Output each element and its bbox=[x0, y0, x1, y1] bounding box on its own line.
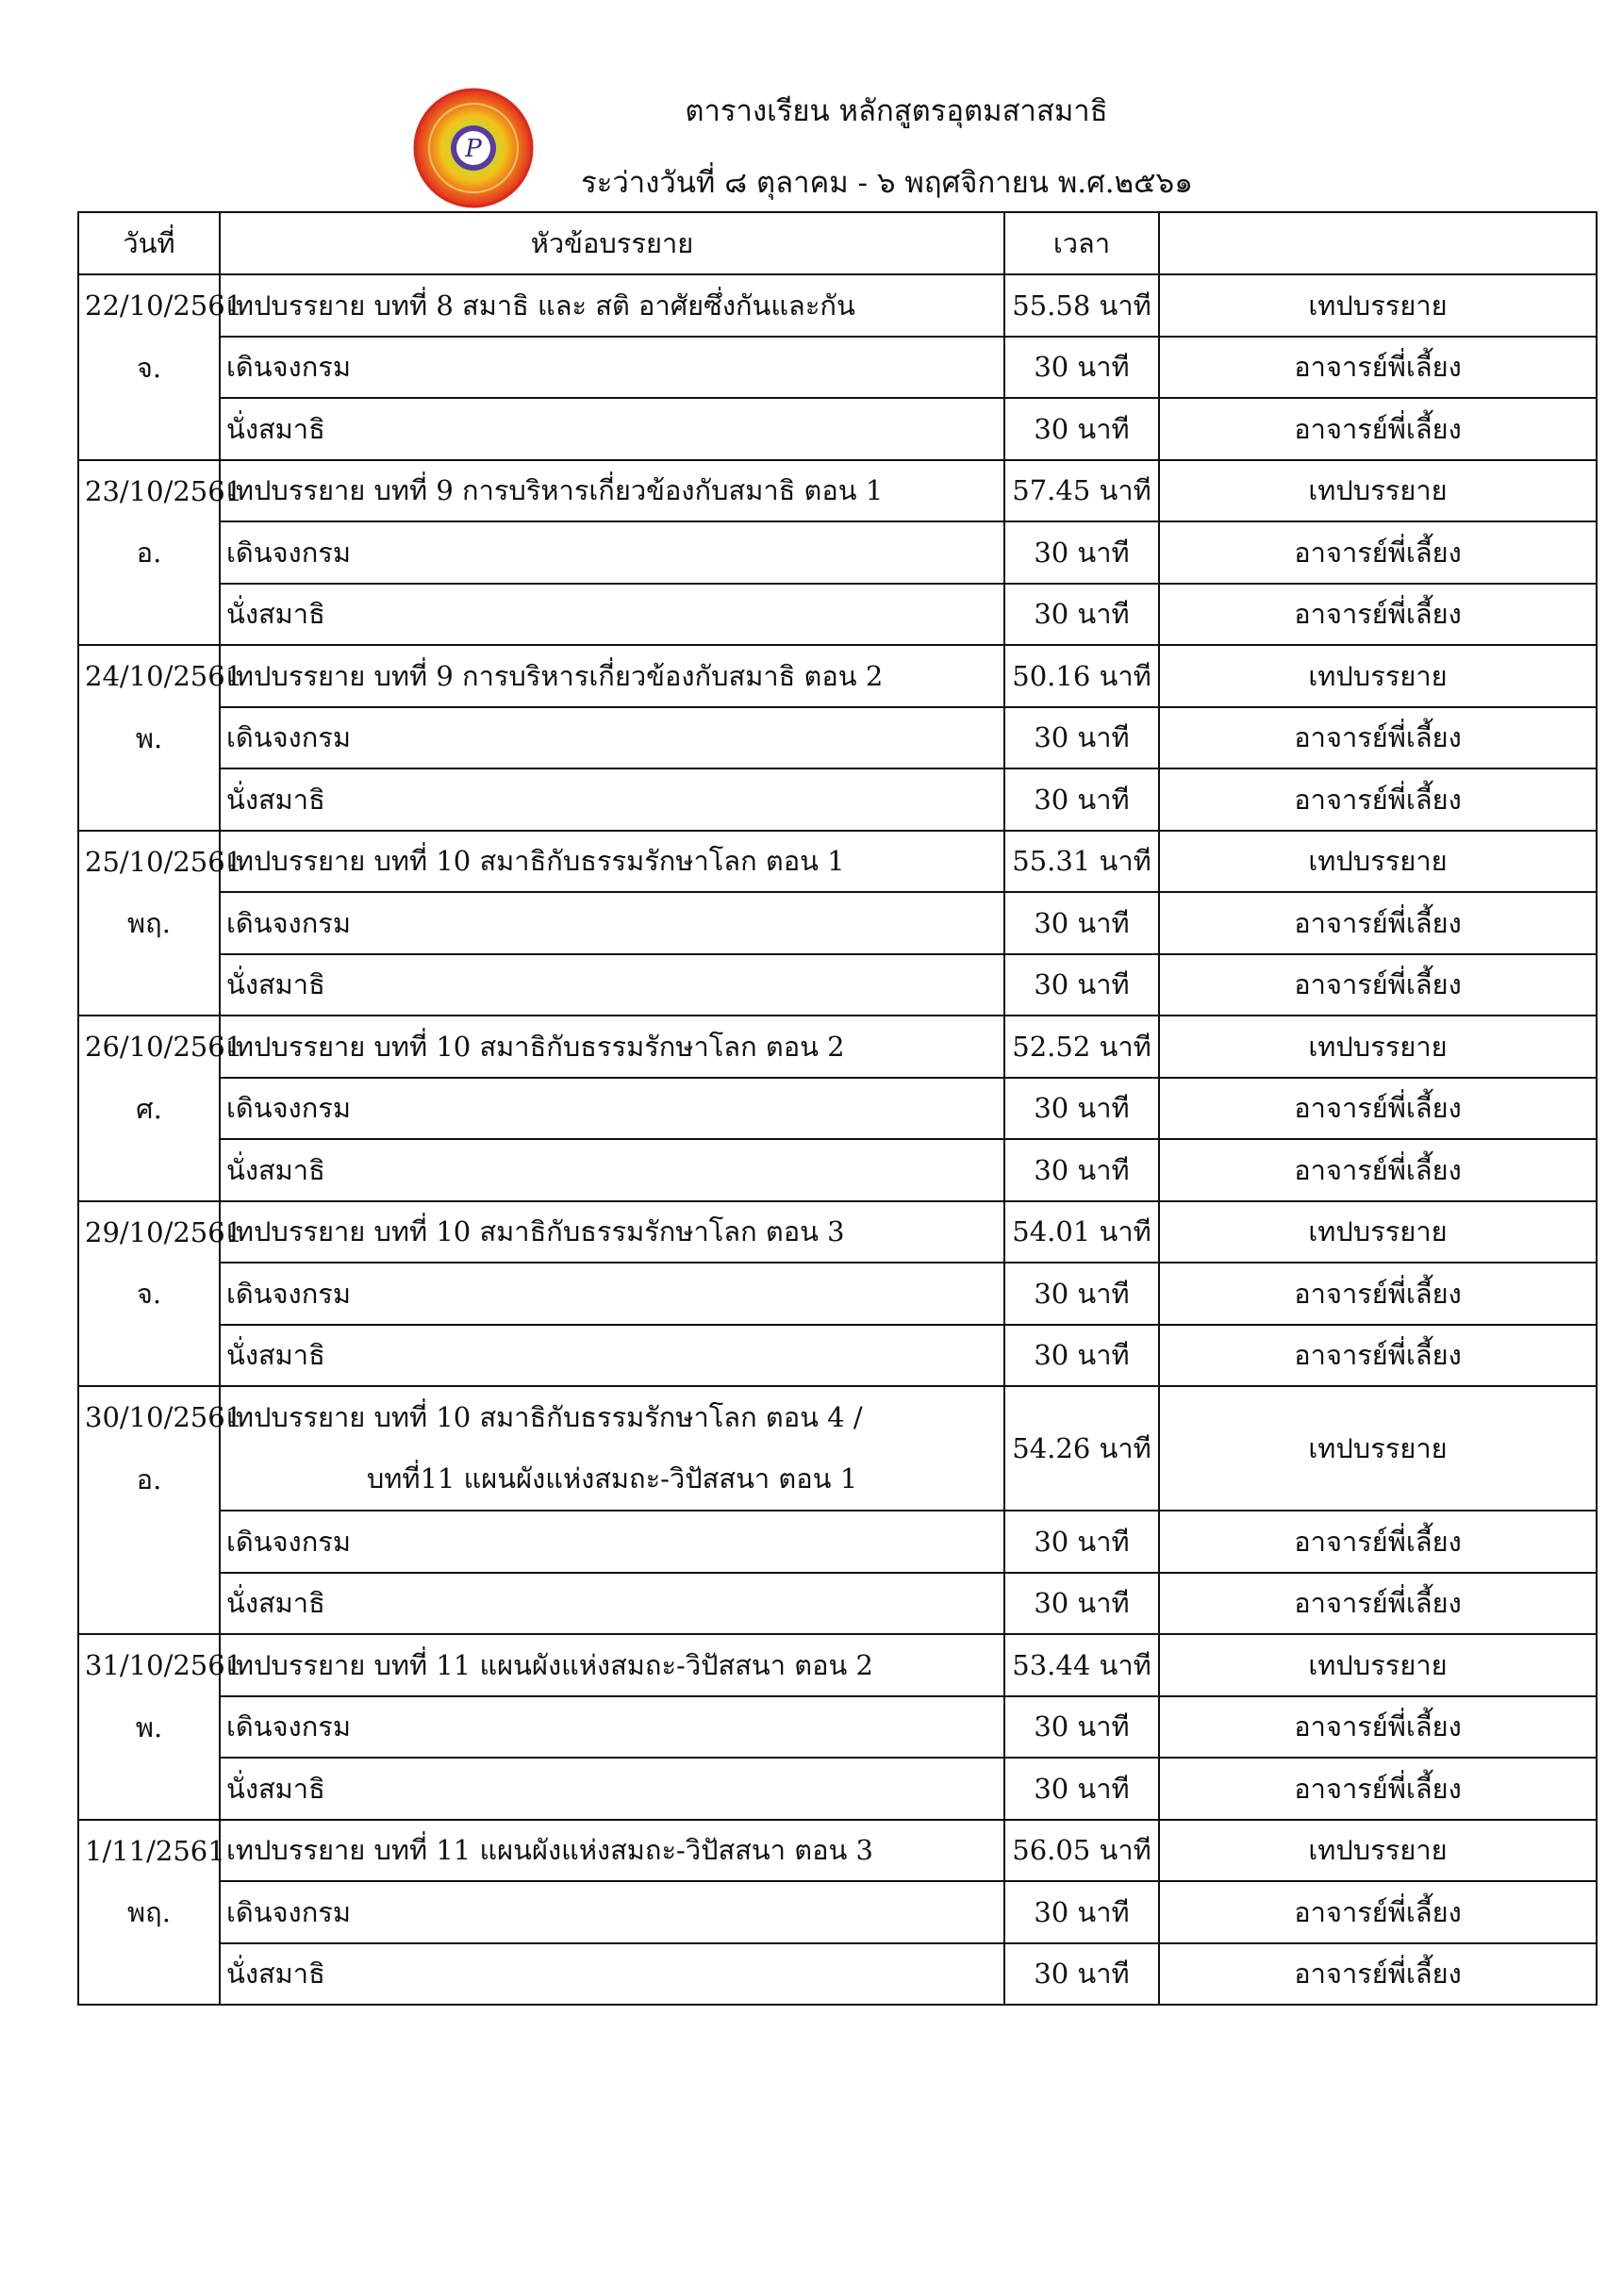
table-row bbox=[78, 337, 1597, 399]
type-cell: อาจารย์พี่เลี้ยง bbox=[1159, 707, 1597, 769]
table-row bbox=[78, 1139, 1597, 1201]
type-cell: อาจารย์พี่เลี้ยง bbox=[1159, 337, 1597, 399]
weekday-value: พ. bbox=[135, 721, 163, 754]
time-cell: 30 นาที bbox=[1004, 1078, 1159, 1140]
table-row bbox=[78, 274, 1597, 337]
type-cell: อาจารย์พี่เลี้ยง bbox=[1159, 1325, 1597, 1387]
col-header-date: วันที่ bbox=[78, 212, 220, 274]
topic-line-1: เทปบรรยาย บทที่ 10 สมาธิกับธรรมรักษาโลก ตอน 4 / bbox=[226, 1401, 863, 1433]
time-cell: 30 นาที bbox=[1004, 1511, 1159, 1573]
time-cell: 30 นาที bbox=[1004, 892, 1159, 954]
time-cell: 55.58 นาที bbox=[1004, 274, 1159, 337]
topic-cell: เทปบรรยาย บทที่ 9 การบริหารเกี่ยวข้องกับสมาธิ ตอน 2 bbox=[220, 645, 1004, 707]
page-title: ตารางเรียน หลักสูตรอุตมสาสมาธิ bbox=[685, 94, 1108, 128]
time-cell: 50.16 นาที bbox=[1004, 645, 1159, 707]
table-row bbox=[78, 892, 1597, 954]
date-value: 31/10/2561 bbox=[85, 1649, 243, 1681]
type-cell: อาจารย์พี่เลี้ยง bbox=[1159, 954, 1597, 1016]
topic-cell: นั่งสมาธิ bbox=[220, 584, 1004, 646]
time-cell: 52.52 นาที bbox=[1004, 1016, 1159, 1078]
time-cell: 53.44 นาที bbox=[1004, 1634, 1159, 1696]
topic-cell: นั่งสมาธิ bbox=[220, 398, 1004, 460]
table-row bbox=[78, 707, 1597, 769]
type-cell: อาจารย์พี่เลี้ยง bbox=[1159, 1573, 1597, 1635]
topic-cell: เทปบรรยาย บทที่ 9 การบริหารเกี่ยวข้องกับสมาธิ ตอน 1 bbox=[220, 460, 1004, 522]
date-value: 25/10/2561 bbox=[85, 845, 243, 878]
time-cell: 30 นาที bbox=[1004, 1573, 1159, 1635]
type-cell: เทปบรรยาย bbox=[1159, 1201, 1597, 1264]
type-cell: อาจารย์พี่เลี้ยง bbox=[1159, 1078, 1597, 1140]
topic-cell bbox=[220, 1386, 1004, 1511]
type-cell: เทปบรรยาย bbox=[1159, 1016, 1597, 1078]
topic-cell: เทปบรรยาย บทที่ 10 สมาธิกับธรรมรักษาโลก ตอน 2 bbox=[220, 1016, 1004, 1078]
header-row bbox=[78, 212, 1597, 274]
time-cell: 30 นาที bbox=[1004, 1696, 1159, 1759]
schedule-table bbox=[77, 211, 1598, 2006]
type-cell: เทปบรรยาย bbox=[1159, 460, 1597, 522]
topic-cell: เทปบรรยาย บทที่ 11 แผนผังแห่งสมถะ-วิปัสสนา ตอน 2 bbox=[220, 1634, 1004, 1696]
table-row bbox=[78, 1881, 1597, 1943]
weekday-value: พฤ. bbox=[127, 907, 171, 939]
date-value: 26/10/2561 bbox=[85, 1031, 243, 1063]
type-cell: อาจารย์พี่เลี้ยง bbox=[1159, 1511, 1597, 1573]
weekday-value: พฤ. bbox=[127, 1896, 171, 1928]
topic-cell: นั่งสมาธิ bbox=[220, 768, 1004, 831]
topic-cell: เดินจงกรม bbox=[220, 707, 1004, 769]
time-cell: 55.31 นาที bbox=[1004, 831, 1159, 893]
table-row bbox=[78, 1820, 1597, 1882]
type-cell: เทปบรรยาย bbox=[1159, 1634, 1597, 1696]
table-row bbox=[78, 954, 1597, 1016]
weekday-value: จ. bbox=[136, 1278, 162, 1310]
table-row bbox=[78, 398, 1597, 460]
table-row bbox=[78, 1943, 1597, 2006]
topic-cell: เทปบรรยาย บทที่ 8 สมาธิ และ สติ อาศัยซึ่งกันและกัน bbox=[220, 274, 1004, 337]
table-row bbox=[78, 1078, 1597, 1140]
time-cell: 30 นาที bbox=[1004, 521, 1159, 584]
topic-cell: เทปบรรยาย บทที่ 10 สมาธิกับธรรมรักษาโลก ตอน 1 bbox=[220, 831, 1004, 893]
time-cell: 30 นาที bbox=[1004, 1139, 1159, 1201]
date-cell bbox=[78, 831, 243, 1016]
type-cell: อาจารย์พี่เลี้ยง bbox=[1159, 398, 1597, 460]
type-cell: อาจารย์พี่เลี้ยง bbox=[1159, 768, 1597, 831]
date-value: 1/11/2561 bbox=[85, 1834, 225, 1867]
logo-letter: P bbox=[465, 135, 482, 163]
type-cell: อาจารย์พี่เลี้ยง bbox=[1159, 584, 1597, 646]
date-cell bbox=[78, 1201, 243, 1387]
topic-cell: เดินจงกรม bbox=[220, 521, 1004, 584]
topic-cell: เดินจงกรม bbox=[220, 1263, 1004, 1325]
table-row bbox=[78, 1696, 1597, 1759]
date-cell bbox=[78, 460, 243, 646]
topic-cell: นั่งสมาธิ bbox=[220, 954, 1004, 1016]
time-cell: 30 นาที bbox=[1004, 337, 1159, 399]
type-cell: เทปบรรยาย bbox=[1159, 831, 1597, 893]
date-value: 30/10/2561 bbox=[85, 1401, 243, 1433]
type-cell: อาจารย์พี่เลี้ยง bbox=[1159, 1139, 1597, 1201]
table-row bbox=[78, 521, 1597, 584]
table-row bbox=[78, 768, 1597, 831]
topic-cell: เดินจงกรม bbox=[220, 1881, 1004, 1943]
date-value: 23/10/2561 bbox=[85, 474, 243, 507]
col-header-time: เวลา bbox=[1004, 212, 1159, 274]
table-row bbox=[78, 1263, 1597, 1325]
time-cell: 57.45 นาที bbox=[1004, 460, 1159, 522]
table-row bbox=[78, 1016, 1597, 1078]
table-row bbox=[78, 1573, 1597, 1635]
time-cell: 30 นาที bbox=[1004, 954, 1159, 1016]
table-row bbox=[78, 1758, 1597, 1820]
table-row bbox=[78, 1325, 1597, 1387]
table-row bbox=[78, 1634, 1597, 1696]
table-row bbox=[78, 1386, 1597, 1511]
topic-line-2: บทที่11 แผนผังแห่งสมถะ-วิปัสสนา ตอน 1 bbox=[366, 1462, 858, 1495]
table-row bbox=[78, 1511, 1597, 1573]
weekday-value: พ. bbox=[135, 1710, 163, 1743]
time-cell: 30 นาที bbox=[1004, 768, 1159, 831]
date-value: 24/10/2561 bbox=[85, 660, 243, 692]
date-value: 22/10/2561 bbox=[85, 289, 243, 322]
time-cell: 30 นาที bbox=[1004, 707, 1159, 769]
topic-cell: เดินจงกรม bbox=[220, 1696, 1004, 1759]
topic-cell: เดินจงกรม bbox=[220, 1078, 1004, 1140]
table-row bbox=[78, 584, 1597, 646]
date-cell bbox=[78, 1820, 225, 2006]
table-row bbox=[78, 831, 1597, 893]
type-cell: อาจารย์พี่เลี้ยง bbox=[1159, 1263, 1597, 1325]
date-cell bbox=[78, 274, 243, 460]
topic-cell: นั่งสมาธิ bbox=[220, 1139, 1004, 1201]
topic-cell: เทปบรรยาย บทที่ 11 แผนผังแห่งสมถะ-วิปัสสนา ตอน 3 bbox=[220, 1820, 1004, 1882]
type-cell: เทปบรรยาย bbox=[1159, 645, 1597, 707]
date-cell bbox=[78, 645, 243, 831]
time-cell: 30 นาที bbox=[1004, 398, 1159, 460]
weekday-value: อ. bbox=[136, 537, 162, 569]
time-cell: 30 นาที bbox=[1004, 1325, 1159, 1387]
col-header-type bbox=[1159, 212, 1597, 274]
col-header-topic: หัวข้อบรรยาย bbox=[220, 212, 1004, 274]
topic-cell: นั่งสมาธิ bbox=[220, 1325, 1004, 1387]
date-cell bbox=[78, 1634, 243, 1820]
weekday-value: จ. bbox=[136, 351, 162, 384]
topic-cell: เดินจงกรม bbox=[220, 892, 1004, 954]
time-cell: 30 นาที bbox=[1004, 584, 1159, 646]
page-subtitle: ระว่างวันที่ ๘ ตุลาคม - ๖ พฤศจิกายน พ.ศ.๒๕๖๑ bbox=[581, 166, 1193, 200]
date-cell bbox=[78, 1016, 243, 1201]
time-cell: 30 นาที bbox=[1004, 1263, 1159, 1325]
type-cell: อาจารย์พี่เลี้ยง bbox=[1159, 892, 1597, 954]
time-cell: 30 นาที bbox=[1004, 1758, 1159, 1820]
date-cell bbox=[78, 1386, 243, 1634]
weekday-value: อ. bbox=[136, 1462, 162, 1495]
weekday-value: ศ. bbox=[136, 1092, 162, 1125]
type-cell: อาจารย์พี่เลี้ยง bbox=[1159, 1696, 1597, 1759]
time-cell: 54.26 นาที bbox=[1004, 1386, 1159, 1511]
table-row bbox=[78, 460, 1597, 522]
table-row bbox=[78, 645, 1597, 707]
table-row bbox=[78, 1201, 1597, 1264]
topic-cell: เทปบรรยาย บทที่ 10 สมาธิกับธรรมรักษาโลก ตอน 3 bbox=[220, 1201, 1004, 1264]
topic-cell: นั่งสมาธิ bbox=[220, 1758, 1004, 1820]
topic-cell: เดินจงกรม bbox=[220, 1511, 1004, 1573]
time-cell: 54.01 นาที bbox=[1004, 1201, 1159, 1264]
type-cell: อาจารย์พี่เลี้ยง bbox=[1159, 1943, 1597, 2006]
time-cell: 56.05 นาที bbox=[1004, 1820, 1159, 1882]
topic-cell: เดินจงกรม bbox=[220, 337, 1004, 399]
type-cell: อาจารย์พี่เลี้ยง bbox=[1159, 1758, 1597, 1820]
type-cell: เทปบรรยาย bbox=[1159, 1820, 1597, 1882]
time-cell: 30 นาที bbox=[1004, 1943, 1159, 2006]
date-value: 29/10/2561 bbox=[85, 1215, 243, 1248]
type-cell: อาจารย์พี่เลี้ยง bbox=[1159, 1881, 1597, 1943]
type-cell: อาจารย์พี่เลี้ยง bbox=[1159, 521, 1597, 584]
time-cell: 30 นาที bbox=[1004, 1881, 1159, 1943]
topic-cell: นั่งสมาธิ bbox=[220, 1943, 1004, 2006]
type-cell: เทปบรรยาย bbox=[1159, 274, 1597, 337]
topic-cell: นั่งสมาธิ bbox=[220, 1573, 1004, 1635]
type-cell: เทปบรรยาย bbox=[1159, 1386, 1597, 1511]
